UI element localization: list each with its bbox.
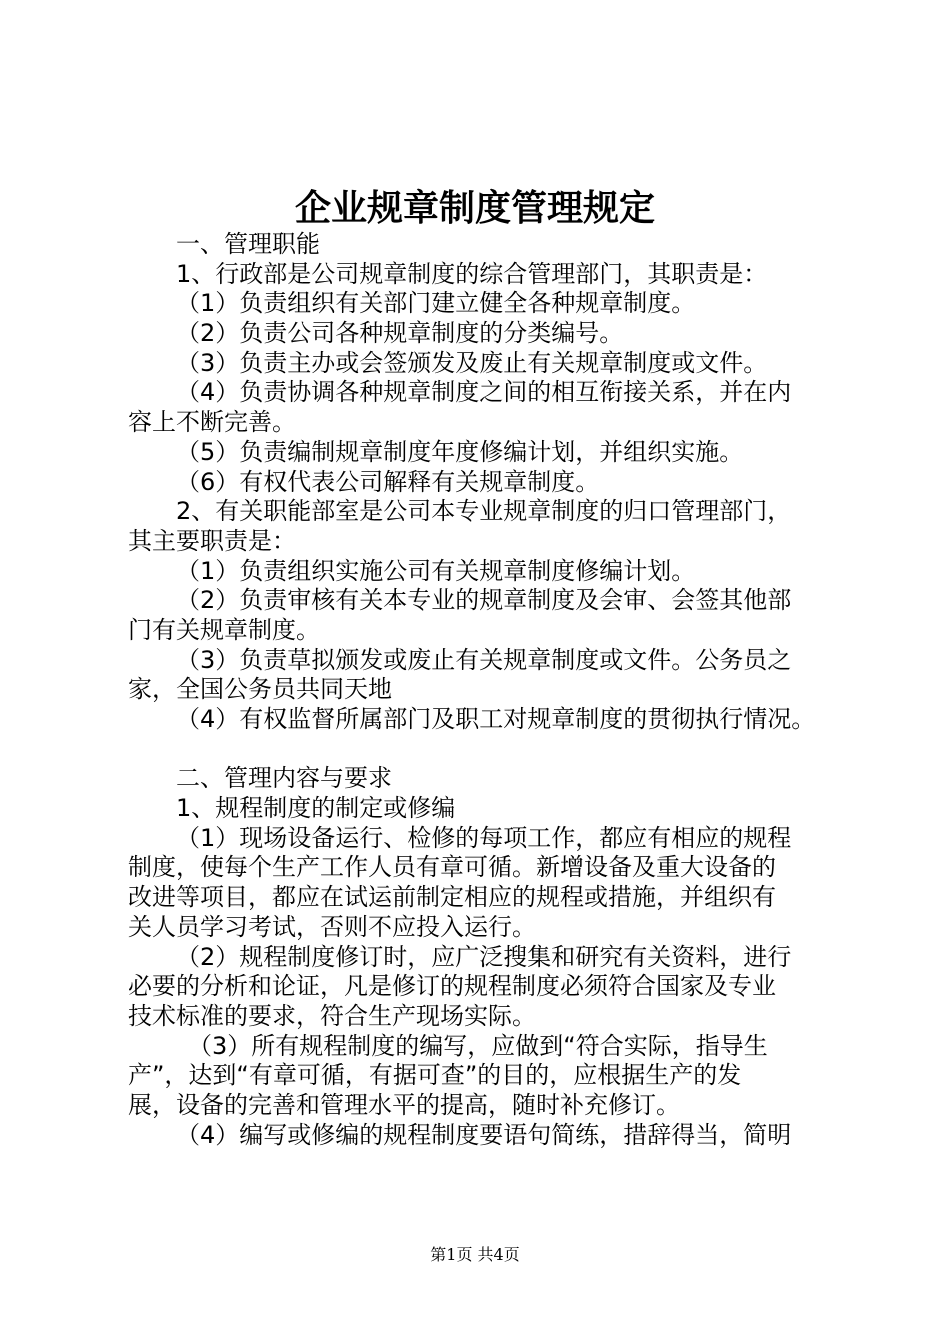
paragraph-line: 门有关规章制度。 bbox=[128, 615, 320, 644]
paragraph-line: （3）负责主办或会签颁发及废止有关规章制度或文件。 bbox=[176, 348, 768, 377]
paragraph-line: （1）负责组织有关部门建立健全各种规章制度。 bbox=[176, 289, 696, 318]
paragraph-line: 必要的分析和论证，凡是修订的规程制度必须符合国家及专业 bbox=[128, 972, 776, 1001]
paragraph-line: （4）负责协调各种规章制度之间的相互衔接关系，并在内 bbox=[176, 378, 792, 407]
paragraph-line: 容上不断完善。 bbox=[128, 408, 296, 437]
paragraph-line: 1、规程制度的制定或修编 bbox=[176, 794, 456, 823]
paragraph-line: 1、行政部是公司规章制度的综合管理部门，其职责是： bbox=[176, 259, 768, 288]
paragraph-line: （1）负责组织实施公司有关规章制度修编计划。 bbox=[176, 556, 696, 585]
paragraph-line: （3）负责草拟颁发或废止有关规章制度或文件。公务员之 bbox=[176, 645, 792, 674]
paragraph-line: 改进等项目，都应在试运前制定相应的规程或措施，并组织有 bbox=[128, 883, 776, 912]
paragraph-line: （3）所有规程制度的编写，应做到“符合实际，指导生 bbox=[188, 1031, 768, 1060]
paragraph-line: （4）有权监督所属部门及职工对规章制度的贯彻执行情况。 bbox=[176, 705, 816, 733]
document-title: 企业规章制度管理规定 bbox=[294, 187, 655, 229]
paragraph-line: （4）编写或修编的规程制度要语句简练，措辞得当，简明 bbox=[176, 1120, 792, 1149]
paragraph-line: 家，全国公务员共同天地 bbox=[128, 675, 392, 704]
paragraph-line: 其主要职责是： bbox=[128, 526, 296, 555]
paragraph-line: 产”，达到“有章可循，有据可查”的目的，应根据生产的发 bbox=[128, 1061, 742, 1090]
paragraph-line: 制度，使每个生产工作人员有章可循。新增设备及重大设备的 bbox=[128, 853, 776, 882]
page-number-footer: 第1页 共4页 bbox=[430, 1245, 520, 1264]
paragraph-line: （2）负责公司各种规章制度的分类编号。 bbox=[176, 319, 624, 348]
paragraph-line: 二、管理内容与要求 bbox=[176, 764, 392, 793]
paragraph-line: 关人员学习考试，否则不应投入运行。 bbox=[128, 912, 536, 941]
document-body bbox=[128, 230, 840, 1150]
paragraph-line: （6）有权代表公司解释有关规章制度。 bbox=[176, 467, 600, 496]
paragraph-line: （1）现场设备运行、检修的每项工作，都应有相应的规程 bbox=[176, 823, 792, 852]
paragraph-line: 一、管理职能 bbox=[176, 230, 320, 258]
paragraph-line: 2、有关职能部室是公司本专业规章制度的归口管理部门， bbox=[176, 497, 792, 526]
paragraph-line: 展，设备的完善和管理水平的提高，随时补充修订。 bbox=[128, 1090, 680, 1119]
blank-line bbox=[128, 735, 840, 765]
paragraph-line: 技术标准的要求，符合生产现场实际。 bbox=[128, 1001, 536, 1030]
paragraph-line: （5）负责编制规章制度年度修编计划，并组织实施。 bbox=[176, 437, 744, 466]
paragraph-line: （2）规程制度修订时，应广泛搜集和研究有关资料，进行 bbox=[176, 942, 792, 971]
paragraph-line: （2）负责审核有关本专业的规章制度及会审、会签其他部 bbox=[176, 586, 792, 615]
